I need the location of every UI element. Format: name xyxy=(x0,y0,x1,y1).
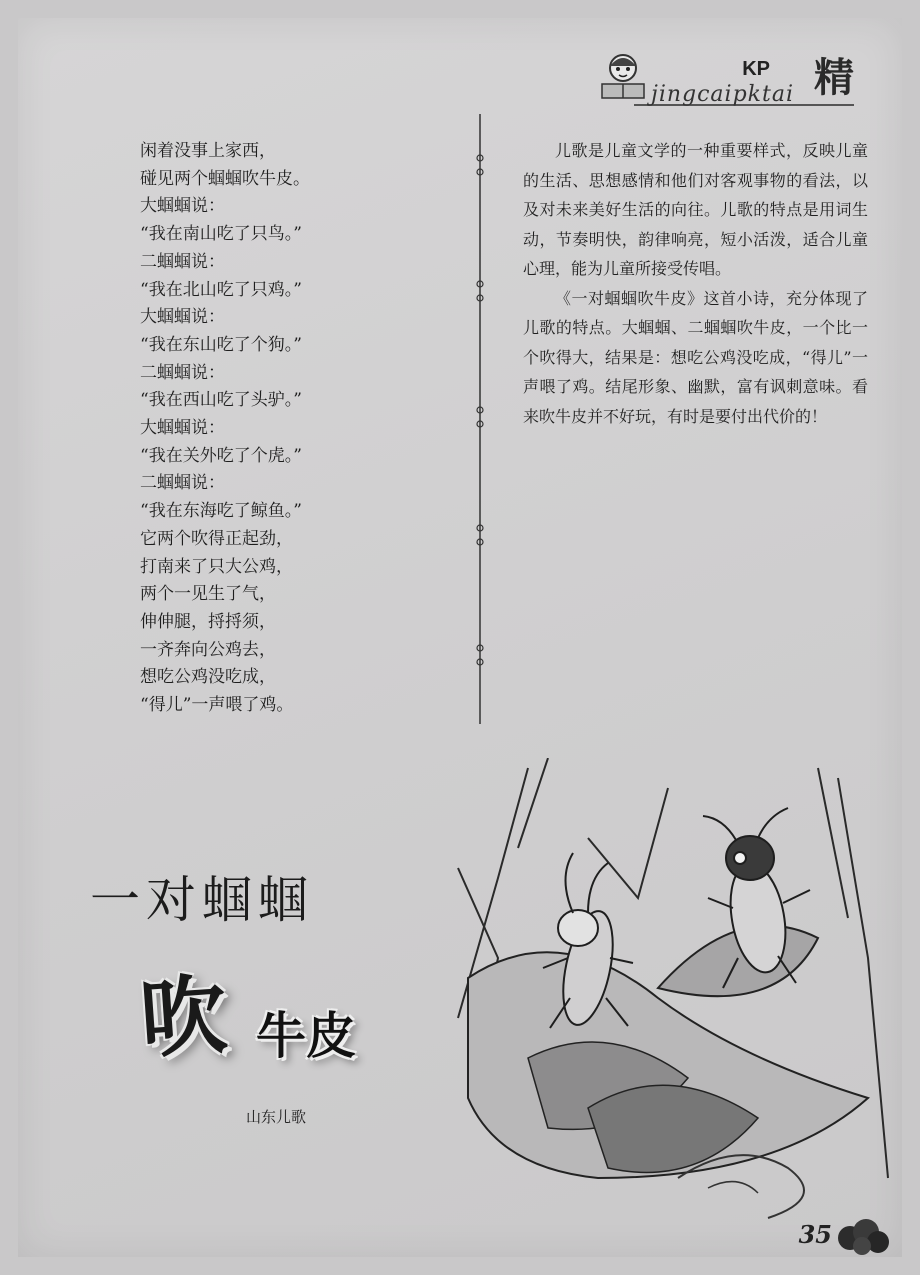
poem-line: 二蝈蝈说： xyxy=(140,473,225,494)
column-header xyxy=(594,46,854,108)
poem-line: 大蝈蝈说： xyxy=(140,307,225,328)
poem-line: 一齐奔向公鸡去， xyxy=(140,639,276,660)
header-kp-label: KP xyxy=(742,58,770,80)
poem-line: “我在北山吃了只鸡。” xyxy=(140,279,302,300)
poem-line: 伸伸腿，捋捋须， xyxy=(140,611,276,632)
poem-line: “我在关外吃了个虎。” xyxy=(140,445,302,466)
crickets-illustration xyxy=(438,758,902,1228)
poem-line: 二蝈蝈说： xyxy=(140,251,225,272)
poem-line: 它两个吹得正起劲， xyxy=(140,528,293,549)
poem-line: “我在西山吃了头驴。” xyxy=(140,390,302,411)
poem-line: 大蝈蝈说： xyxy=(140,418,225,439)
magazine-page xyxy=(18,18,902,1257)
title-line-1: 一对蝈蝈 xyxy=(90,871,314,929)
title-niupi: 牛皮 xyxy=(256,1007,356,1065)
poem-text xyxy=(140,138,460,720)
reading-child-icon xyxy=(594,48,652,104)
commentary-paragraph-1: 儿歌是儿童文学的一种重要样式，反映儿童的生活、思想感情和他们对客观事物的看法，以及对未来美好生活的向往。儿歌的特点是用词生动，节奏明快，韵律响亮，短小活泼，适合儿童心理，能为儿童所接受传唱。 xyxy=(523,141,868,278)
header-script-text: jingcaipktai xyxy=(651,82,794,107)
poem-line: “得儿”一声喂了鸡。 xyxy=(140,695,294,716)
header-logo-char: 精 xyxy=(814,54,854,101)
poem-line: 两个一见生了气， xyxy=(140,584,276,605)
poem-line: “我在南山吃了只鸟。” xyxy=(140,224,302,245)
poem-line: 大蝈蝈说： xyxy=(140,196,225,217)
poem-line: 二蝈蝈说： xyxy=(140,362,225,383)
poem-line: 想吃公鸡没吃成， xyxy=(140,667,276,688)
poem-line: “我在东山吃了个狗。” xyxy=(140,334,302,355)
column-divider xyxy=(476,114,484,724)
commentary-paragraph-2: 《一对蝈蝈吹牛皮》这首小诗，充分体现了儿歌的特点。大蝈蝈、二蝈蝈吹牛皮，一个比一个吹得大，结果是：想吃公鸡没吃成，“得儿”一声喂了鸡。结尾形象、幽默，富有讽刺意味。看来吹牛皮并不好玩，有时是要付出代价的！ xyxy=(523,288,868,426)
poem-source: 山东儿歌 xyxy=(246,1108,307,1126)
commentary-text xyxy=(523,136,868,431)
page-number: 35 xyxy=(798,1220,832,1249)
poem-line: “我在东海吃了鲸鱼。” xyxy=(140,501,302,522)
poem-line: 碰见两个蝈蝈吹牛皮。 xyxy=(140,168,310,189)
poem-line: 闲着没事上家西， xyxy=(140,141,276,161)
poem-line: 打南来了只大公鸡， xyxy=(140,556,293,577)
title-chui: 吹 xyxy=(137,965,230,1071)
flower-ornament-icon xyxy=(834,1216,890,1256)
